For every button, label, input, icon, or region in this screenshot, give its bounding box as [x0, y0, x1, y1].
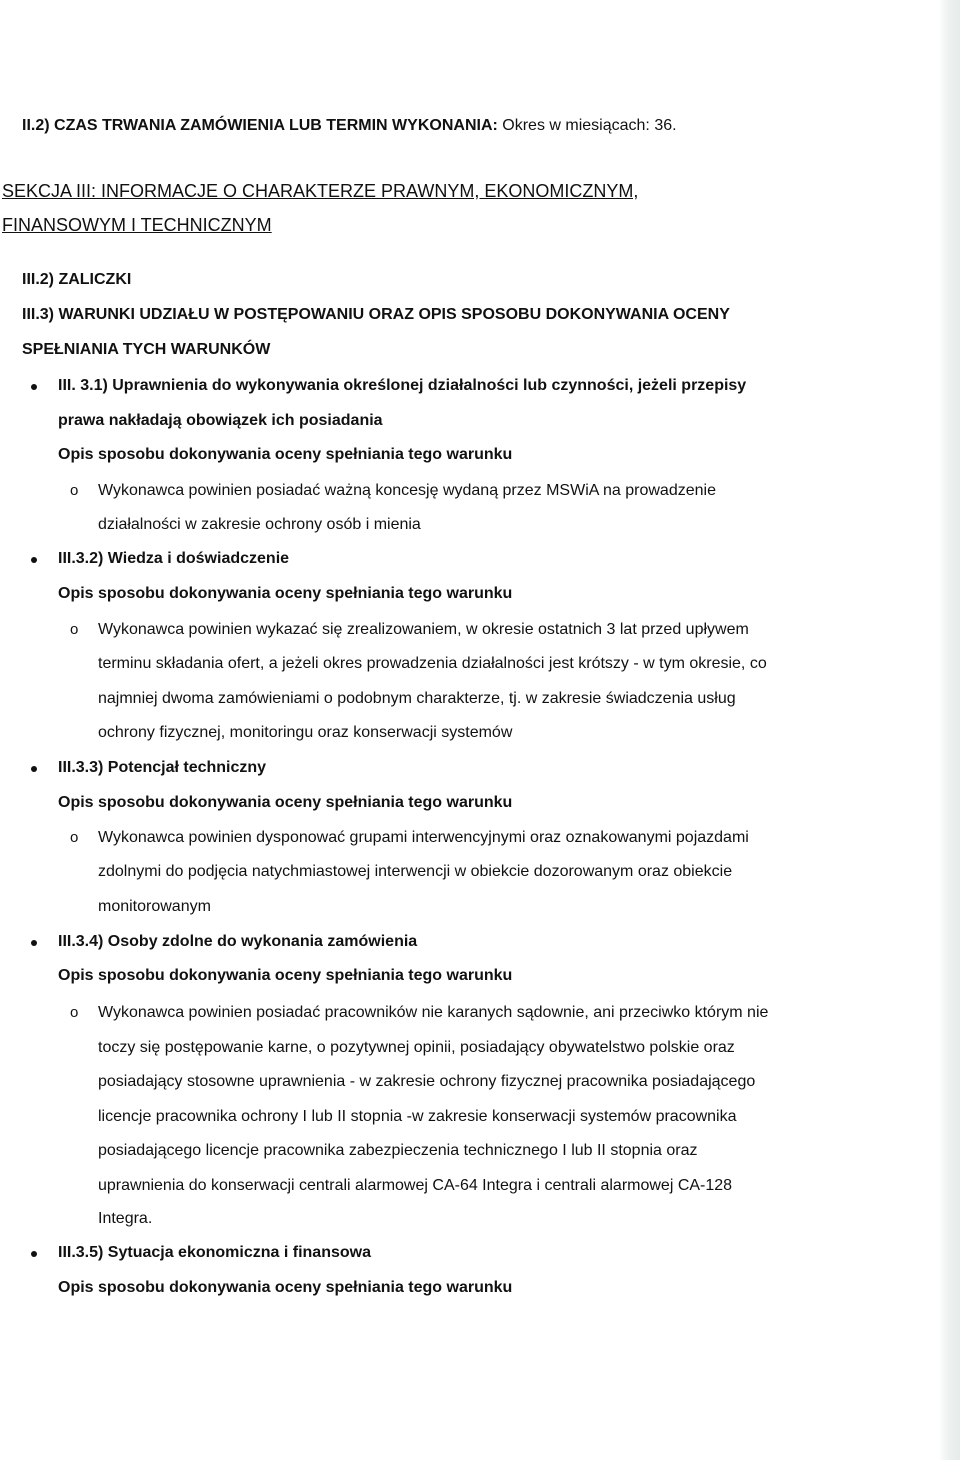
item-2-heading: III.3.2) Wiedza i doświadczenie [58, 550, 290, 567]
item-4-text-line2: toczy się postępowanie karne, o pozytywnej opinii, posiadający obywatelstwo polskie oraz [98, 1039, 735, 1056]
iii3-heading-line1: III.3) WARUNKI UDZIAŁU W POSTĘPOWANIU ORAZ OPIS SPOSOBU DOKONYWANIA OCENY [22, 306, 730, 323]
item-1-opis-heading: Opis sposobu dokonywania oceny spełniania tego warunku [58, 446, 513, 463]
sub-bullet-icon: o [70, 829, 79, 846]
item-4-heading: III.3.4) Osoby zdolne do wykonania zamówienia [58, 933, 418, 950]
item-3-opis-heading: Opis sposobu dokonywania oceny spełniania tego warunku [58, 794, 513, 811]
item-3-heading: III.3.3) Potencjał techniczny [58, 759, 267, 776]
item-4-opis-heading: Opis sposobu dokonywania oceny spełniania tego warunku [58, 967, 513, 984]
item-1-heading-line1: III. 3.1) Uprawnienia do wykonywania określonej działalności lub czynności, jeżeli przepisy [58, 377, 747, 394]
iii3-heading-line2: SPEŁNIANIA TYCH WARUNKÓW [22, 341, 271, 358]
item-4-text-line7: Integra. [98, 1210, 153, 1227]
item-3-text-line3: monitorowanym [98, 898, 211, 915]
item-3-text-line1: Wykonawca powinien dysponować grupami interwencyjnymi oraz oznakowanymi pojazdami [98, 829, 749, 846]
item-4-text-line5: posiadającego licencje pracownika zabezpieczenia technicznego I lub II stopnia oraz [98, 1142, 698, 1159]
scan-edge [938, 0, 960, 1460]
item-5-heading: III.3.5) Sytuacja ekonomiczna i finansowa [58, 1244, 371, 1261]
item-2-text-line2: terminu składania ofert, a jeżeli okres prowadzenia działalności jest krótszy - w tym okresie, co [98, 655, 767, 672]
item-4-text-line3: posiadający stosowne uprawnienia - w zakresie ochrony fizycznej pracownika posiadającego [98, 1073, 756, 1090]
item-4-text-line1: Wykonawca powinien posiadać pracowników nie karanych sądownie, ani przeciwko którym nie [98, 1004, 769, 1021]
bullet-icon [31, 766, 37, 772]
item-1-text-line2: działalności w zakresie ochrony osób i mienia [98, 516, 421, 533]
item-4-text-line6: uprawnienia do konserwacji centrali alarmowej CA-64 Integra i centrali alarmowej CA-128 [98, 1177, 733, 1194]
bullet-icon [31, 384, 37, 390]
section-ii2-value: Okres w miesiącach: 36. [502, 117, 677, 134]
item-1-text-line1: Wykonawca powinien posiadać ważną koncesję wydaną przez MSWiA na prowadzenie [98, 482, 716, 499]
item-2-text-line1: Wykonawca powinien wykazać się zrealizowaniem, w okresie ostatnich 3 lat przed upływem [98, 621, 749, 638]
item-2-text-line4: ochrony fizycznej, monitoringu oraz konserwacji systemów [98, 724, 513, 741]
iii2-heading: III.2) ZALICZKI [22, 271, 132, 288]
sub-bullet-icon: o [70, 482, 79, 499]
section-iii-title-line2: FINANSOWYM I TECHNICZNYM [2, 215, 272, 235]
section-ii2-line [22, 116, 677, 136]
section-iii-title-line1: SEKCJA III: INFORMACJE O CHARAKTERZE PRAWNYM, EKONOMICZNYM, [2, 181, 639, 201]
item-3-text-line2: zdolnymi do podjęcia natychmiastowej interwencji w obiekcie dozorowanym oraz obiekcie [98, 863, 733, 880]
item-1-heading-line2: prawa nakładają obowiązek ich posiadania [58, 412, 383, 429]
bullet-icon [31, 940, 37, 946]
item-2-opis-heading: Opis sposobu dokonywania oceny spełniania tego warunku [58, 585, 513, 602]
item-5-opis-heading: Opis sposobu dokonywania oceny spełniania tego warunku [58, 1279, 513, 1296]
item-2-text-line3: najmniej dwoma zamówieniami o podobnym charakterze, tj. w zakresie świadczenia usług [98, 690, 736, 707]
bullet-icon [31, 1251, 37, 1257]
sub-bullet-icon: o [70, 621, 79, 638]
sub-bullet-icon: o [70, 1004, 79, 1021]
item-4-text-line4: licencje pracownika ochrony I lub II stopnia -w zakresie konserwacji systemów pracownika [98, 1108, 737, 1125]
bullet-icon [31, 557, 37, 563]
section-ii2-label: II.2) CZAS TRWANIA ZAMÓWIENIA LUB TERMIN WYKONANIA: [22, 117, 498, 134]
